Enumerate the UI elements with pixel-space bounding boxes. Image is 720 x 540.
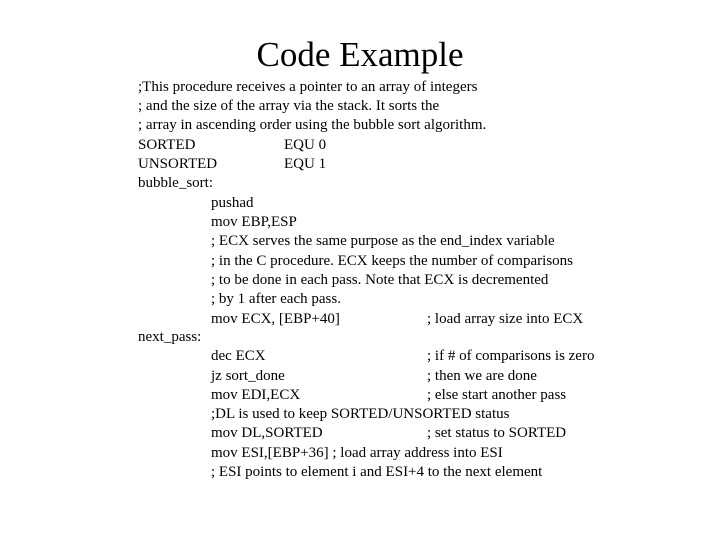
code-instruction: mov ECX, [EBP+40] [211,311,340,327]
code-line: ;This procedure receives a pointer to an array of integers [138,79,478,95]
code-line: ;DL is used to keep SORTED/UNSORTED status [211,406,510,422]
code-label: bubble_sort: [138,175,213,191]
code-line: ; ECX serves the same purpose as the end_index variable [211,233,555,249]
code-label: next_pass: [138,329,202,345]
code-comment: ; set status to SORTED [427,425,567,441]
constant-name: SORTED [138,137,196,153]
constant-value: EQU 0 [284,137,327,153]
constant-name: UNSORTED [138,156,218,172]
code-line: ; and the size of the array via the stack. It sorts the [138,98,440,114]
code-line: ; ESI points to element i and ESI+4 to the next element [211,464,543,480]
code-line-commented [211,346,611,366]
code-line: mov ESI,[EBP+36] ; load array address into ESI [211,445,503,461]
code-comment: ; else start another pass [427,387,567,403]
constant-value: EQU 1 [284,156,327,172]
code-line-commented [211,423,611,443]
code-line: ; to be done in each pass. Note that ECX is decremented [211,272,549,288]
code-comment: ; then we are done [427,368,537,384]
code-line-constant [138,154,438,174]
code-line: ; array in ascending order using the bubble sort algorithm. [138,117,487,133]
code-line: mov EBP,ESP [211,214,297,230]
code-instruction: mov EDI,ECX [211,387,301,403]
code-instruction: dec ECX [211,348,266,364]
code-instruction: mov DL,SORTED [211,425,323,441]
code-line-commented [211,366,611,386]
code-comment: ; load array size into ECX [427,311,584,327]
code-line-constant [138,135,438,155]
code-line: ; in the C procedure. ECX keeps the number of comparisons [211,253,573,269]
slide-title: Code Example [256,35,464,74]
code-comment: ; if # of comparisons is zero [427,348,595,364]
code-instruction: jz sort_done [211,368,285,384]
code-line-commented [211,309,611,329]
code-line: ; by 1 after each pass. [211,291,341,307]
code-line: pushad [211,195,254,211]
code-line-commented [211,385,611,405]
